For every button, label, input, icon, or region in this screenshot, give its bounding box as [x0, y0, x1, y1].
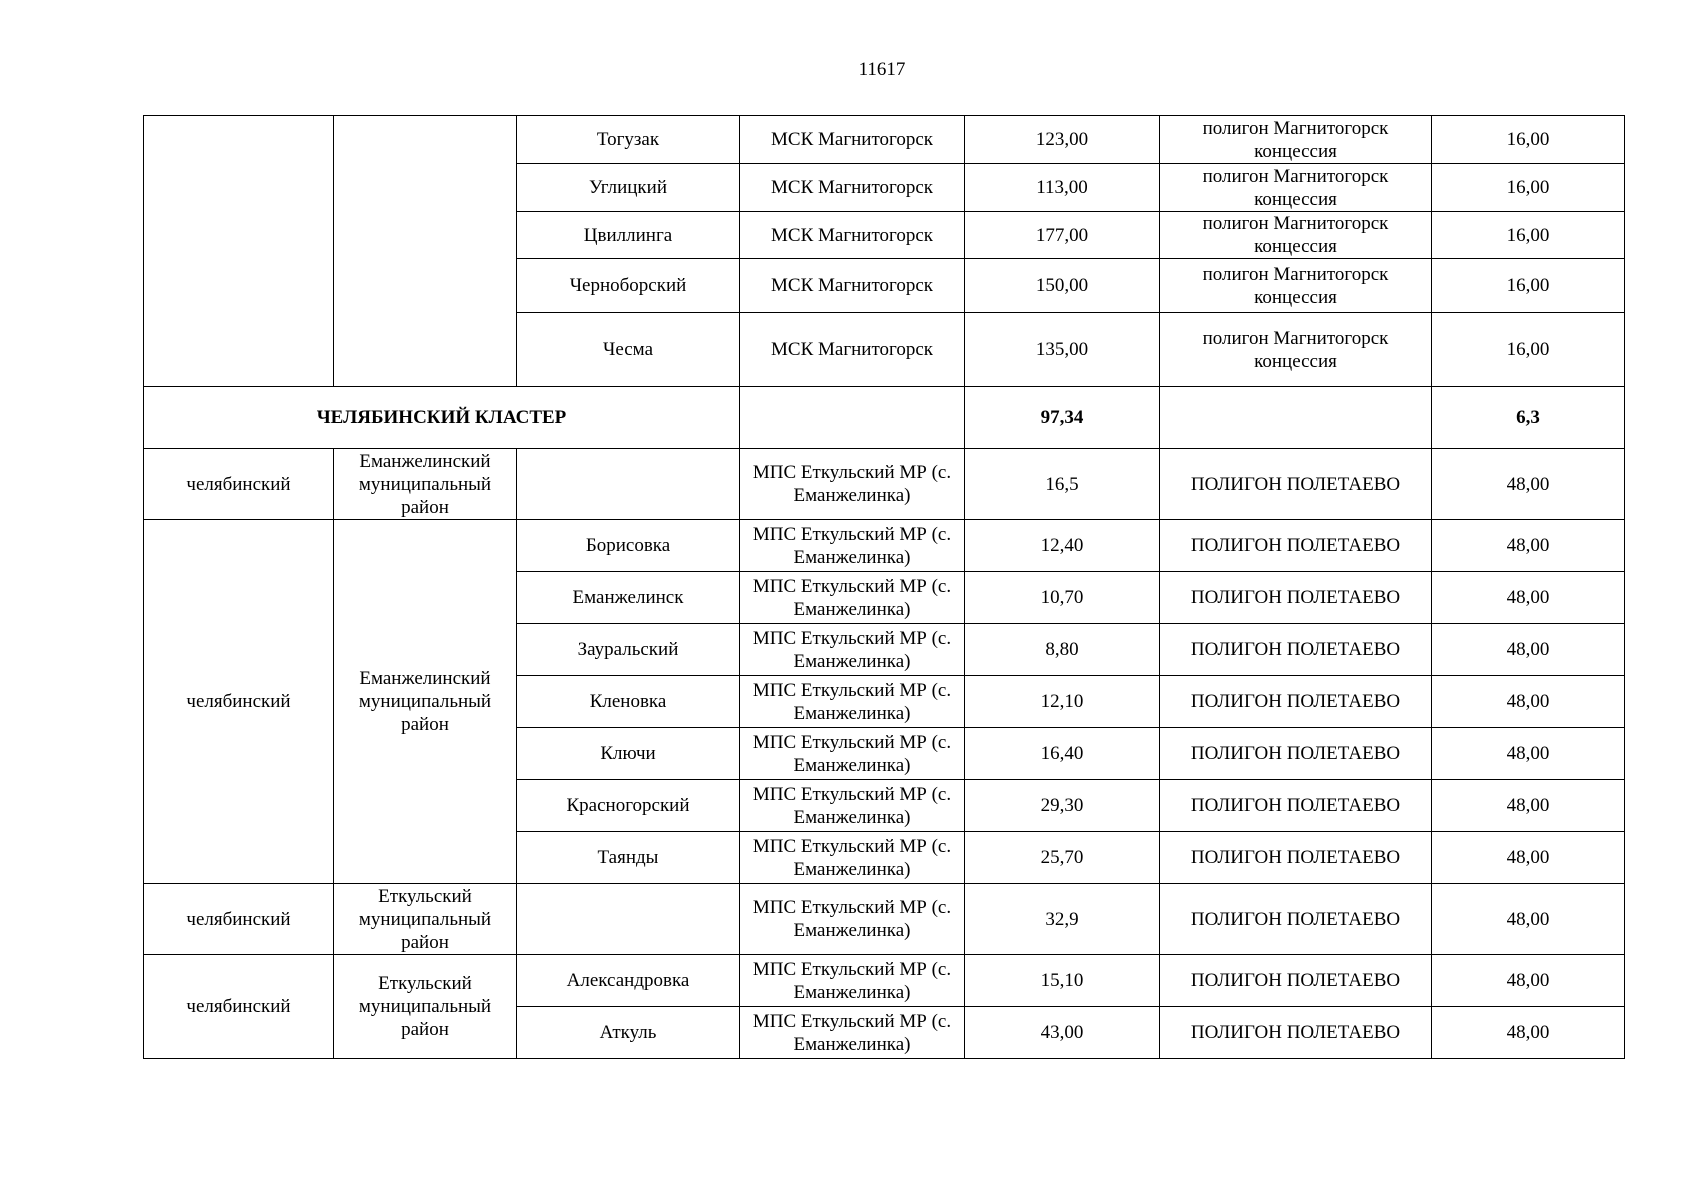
facility-cell: МПС Еткульский МР (с. Еманжелинка) — [740, 1007, 965, 1059]
settlement-cell: Кленовка — [517, 676, 740, 728]
settlement-cell: Зауральский — [517, 624, 740, 676]
facility-cell: МПС Еткульский МР (с. Еманжелинка) — [740, 572, 965, 624]
distance-cell: 113,00 — [965, 164, 1160, 212]
distance-cell: 8,80 — [965, 624, 1160, 676]
district-cell: Еткульский муниципальный район — [334, 955, 517, 1059]
cluster-name: ЧЕЛЯБИНСКИЙ КЛАСТЕР — [144, 387, 740, 449]
settlement-cell: Еманжелинск — [517, 572, 740, 624]
distance-cell: 43,00 — [965, 1007, 1160, 1059]
region-cell: челябинский — [144, 955, 334, 1059]
district-cell — [334, 116, 517, 387]
facility-cell — [740, 387, 965, 449]
table-row — [144, 884, 1625, 955]
settlement-cell: Александровка — [517, 955, 740, 1007]
distance-cell: 32,9 — [965, 884, 1160, 955]
region-cell: челябинский — [144, 884, 334, 955]
district-cell: Еманжелинский муниципальный район — [334, 449, 517, 520]
district-cell: Еманжелинский муниципальный район — [334, 520, 517, 884]
settlement-cell: Цвиллинга — [517, 212, 740, 259]
distance-cell: 29,30 — [965, 780, 1160, 832]
tariff-cell: 48,00 — [1432, 624, 1625, 676]
waste-routing-table — [143, 115, 1625, 1059]
distance-cell: 177,00 — [965, 212, 1160, 259]
tariff-cell: 48,00 — [1432, 832, 1625, 884]
facility-cell: МСК Магнитогорск — [740, 313, 965, 387]
settlement-cell: Ключи — [517, 728, 740, 780]
facility-cell: МПС Еткульский МР (с. Еманжелинка) — [740, 728, 965, 780]
tariff-cell: 16,00 — [1432, 259, 1625, 313]
tariff-cell: 48,00 — [1432, 884, 1625, 955]
distance-cell: 12,10 — [965, 676, 1160, 728]
facility-cell: МПС Еткульский МР (с. Еманжелинка) — [740, 832, 965, 884]
destination-cell: ПОЛИГОН ПОЛЕТАЕВО — [1160, 728, 1432, 780]
tariff-cell: 16,00 — [1432, 313, 1625, 387]
destination-cell: ПОЛИГОН ПОЛЕТАЕВО — [1160, 780, 1432, 832]
facility-cell: МСК Магнитогорск — [740, 116, 965, 164]
cluster-distance: 97,34 — [965, 387, 1160, 449]
destination-cell: ПОЛИГОН ПОЛЕТАЕВО — [1160, 449, 1432, 520]
distance-cell: 150,00 — [965, 259, 1160, 313]
facility-cell: МПС Еткульский МР (с. Еманжелинка) — [740, 449, 965, 520]
tariff-cell: 48,00 — [1432, 449, 1625, 520]
destination-cell: ПОЛИГОН ПОЛЕТАЕВО — [1160, 884, 1432, 955]
cluster-row — [144, 387, 1625, 449]
settlement-cell — [517, 884, 740, 955]
destination-cell: ПОЛИГОН ПОЛЕТАЕВО — [1160, 572, 1432, 624]
distance-cell: 25,70 — [965, 832, 1160, 884]
region-cell — [144, 116, 334, 387]
settlement-cell — [517, 449, 740, 520]
settlement-cell: Борисовка — [517, 520, 740, 572]
facility-cell: МПС Еткульский МР (с. Еманжелинка) — [740, 624, 965, 676]
tariff-cell: 16,00 — [1432, 164, 1625, 212]
destination-cell: ПОЛИГОН ПОЛЕТАЕВО — [1160, 520, 1432, 572]
tariff-cell: 48,00 — [1432, 780, 1625, 832]
distance-cell: 16,40 — [965, 728, 1160, 780]
settlement-cell: Красногорский — [517, 780, 740, 832]
destination-cell — [1160, 387, 1432, 449]
tariff-cell: 48,00 — [1432, 520, 1625, 572]
page-number: 11617 — [858, 59, 906, 80]
facility-cell: МСК Магнитогорск — [740, 164, 965, 212]
destination-cell: полигон Магнитогорск концессия — [1160, 259, 1432, 313]
facility-cell: МПС Еткульский МР (с. Еманжелинка) — [740, 676, 965, 728]
cluster-tariff: 6,3 — [1432, 387, 1625, 449]
distance-cell: 15,10 — [965, 955, 1160, 1007]
destination-cell: ПОЛИГОН ПОЛЕТАЕВО — [1160, 832, 1432, 884]
facility-cell: МСК Магнитогорск — [740, 212, 965, 259]
destination-cell: ПОЛИГОН ПОЛЕТАЕВО — [1160, 624, 1432, 676]
destination-cell: ПОЛИГОН ПОЛЕТАЕВО — [1160, 1007, 1432, 1059]
tariff-cell: 48,00 — [1432, 676, 1625, 728]
distance-cell: 135,00 — [965, 313, 1160, 387]
distance-cell: 123,00 — [965, 116, 1160, 164]
destination-cell: полигон Магнитогорск концессия — [1160, 116, 1432, 164]
region-cell: челябинский — [144, 449, 334, 520]
destination-cell: полигон Магнитогорск концессия — [1160, 313, 1432, 387]
destination-cell: ПОЛИГОН ПОЛЕТАЕВО — [1160, 955, 1432, 1007]
tariff-cell: 48,00 — [1432, 572, 1625, 624]
distance-cell: 12,40 — [965, 520, 1160, 572]
table-row — [144, 955, 1625, 1007]
settlement-cell: Тогузак — [517, 116, 740, 164]
tariff-cell: 16,00 — [1432, 116, 1625, 164]
tariff-cell: 48,00 — [1432, 955, 1625, 1007]
region-cell: челябинский — [144, 520, 334, 884]
facility-cell: МПС Еткульский МР (с. Еманжелинка) — [740, 884, 965, 955]
distance-cell: 16,5 — [965, 449, 1160, 520]
distance-cell: 10,70 — [965, 572, 1160, 624]
table-row — [144, 520, 1625, 572]
tariff-cell: 16,00 — [1432, 212, 1625, 259]
facility-cell: МПС Еткульский МР (с. Еманжелинка) — [740, 955, 965, 1007]
facility-cell: МПС Еткульский МР (с. Еманжелинка) — [740, 780, 965, 832]
tariff-cell: 48,00 — [1432, 1007, 1625, 1059]
destination-cell: полигон Магнитогорск концессия — [1160, 164, 1432, 212]
table-row — [144, 449, 1625, 520]
settlement-cell: Черноборский — [517, 259, 740, 313]
settlement-cell: Чесма — [517, 313, 740, 387]
destination-cell: ПОЛИГОН ПОЛЕТАЕВО — [1160, 676, 1432, 728]
destination-cell: полигон Магнитогорск концессия — [1160, 212, 1432, 259]
facility-cell: МПС Еткульский МР (с. Еманжелинка) — [740, 520, 965, 572]
tariff-cell: 48,00 — [1432, 728, 1625, 780]
settlement-cell: Углицкий — [517, 164, 740, 212]
settlement-cell: Аткуль — [517, 1007, 740, 1059]
facility-cell: МСК Магнитогорск — [740, 259, 965, 313]
district-cell: Еткульский муниципальный район — [334, 884, 517, 955]
settlement-cell: Таянды — [517, 832, 740, 884]
table-row — [144, 116, 1625, 164]
